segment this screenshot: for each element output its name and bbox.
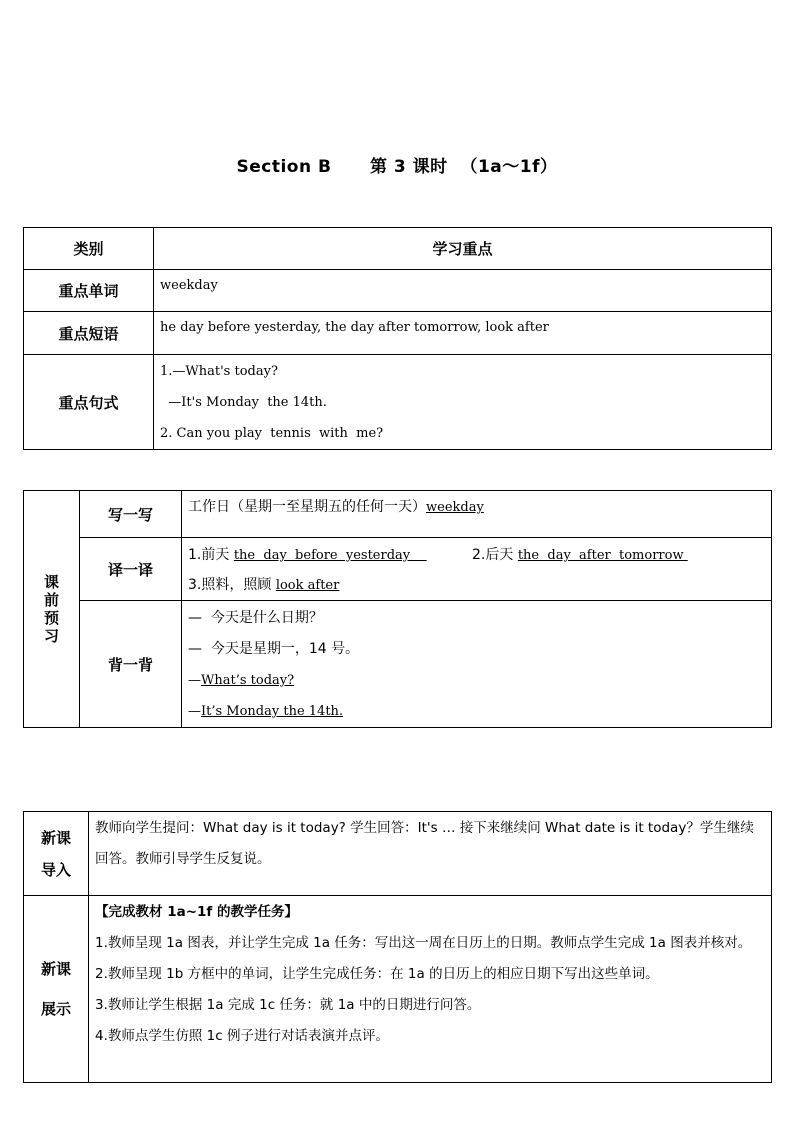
recite-answer: It’s Monday the 14th. [201,704,344,719]
phrases-label: 重点短语 [24,312,154,355]
recite-answer: What’s today? [201,673,295,688]
recite-line: — 今天是什么日期？ [188,610,323,626]
presentation-item: 2.教师呈现 1b 方框中的单词，让学生完成任务：在 1a 的日历上的相应日期下写出这些单词。 [95,966,659,982]
presentation-cell [89,896,772,1083]
words-label: 重点单词 [24,270,154,312]
presentation-label [24,896,89,1083]
recite-cell [182,601,772,728]
translate-item3-answer: look after [275,578,340,593]
header-category: 类别 [24,228,154,270]
presentation-item: 3.教师让学生根据 1a 完成 1c 任务：就 1a 中的日期进行问答。 [95,997,481,1013]
intro-label [24,812,89,896]
presentation-label-line: 展示 [40,1000,71,1018]
preview-table [23,490,772,728]
intro-text: 教师向学生提问：What day is it today? 学生回答：It's … 接下来继续问 What date is it today？学生继续回答。教师引导学生反复说。 [89,812,772,896]
words-value: weekday [154,270,772,312]
translate-item1-answer: the day before yesterday [233,548,427,563]
recite-dash: — [188,673,201,688]
presentation-item: 1.教师呈现 1a 图表，并让学生完成 1a 任务：写出这一周在日历上的日期。教师点学生完成 1a 图表并核对。 [95,935,752,951]
sentences-label: 重点句式 [24,355,154,450]
header-focus: 学习重点 [154,228,772,270]
translate-label: 译一译 [80,538,182,601]
sentence-line: 1.—What's today? [160,364,278,379]
translate-item1-prompt: 1.前天 [188,547,234,563]
intro-label-line: 导入 [40,860,71,879]
presentation-label-line: 新课 [40,960,71,978]
write-cell [182,491,772,538]
translate-cell [182,538,772,601]
write-prompt: 工作日（星期一至星期五的任何一天） [188,499,426,515]
preview-section-label [24,491,80,728]
recite-line [188,665,765,696]
recite-dash: — [188,704,201,719]
presentation-item: 4.教师点学生仿照 1c 例子进行对话表演并点评。 [95,1028,389,1044]
write-label: 写一写 [80,491,182,538]
preview-section-text: 课前预习 [43,573,59,645]
translate-item2-prompt: 2.后天 [472,547,518,563]
intro-label-line: 新课 [40,828,71,847]
translate-item2-answer: the day after tomorrow [517,548,688,563]
sentence-line: —It's Monday the 14th. [160,395,327,410]
presentation-heading: 【完成教材 1a~1f 的教学任务】 [95,904,298,920]
sentence-line: 2. Can you play tennis with me? [160,426,384,441]
phrases-value: he day before yesterday, the day after tomorrow, look after [154,312,772,355]
translate-item3-prompt: 3.照料，照顾 [188,577,276,593]
write-answer: weekday [426,500,484,515]
recite-line: — 今天是星期一，14 号。 [188,641,360,657]
recite-line [188,696,765,727]
page-title: Section B 第 3 课时 （1a～1f） [236,157,558,177]
recite-label: 背一背 [80,601,182,728]
key-points-table [23,227,772,450]
sentences-value [154,355,772,450]
lesson-table [23,811,772,1083]
